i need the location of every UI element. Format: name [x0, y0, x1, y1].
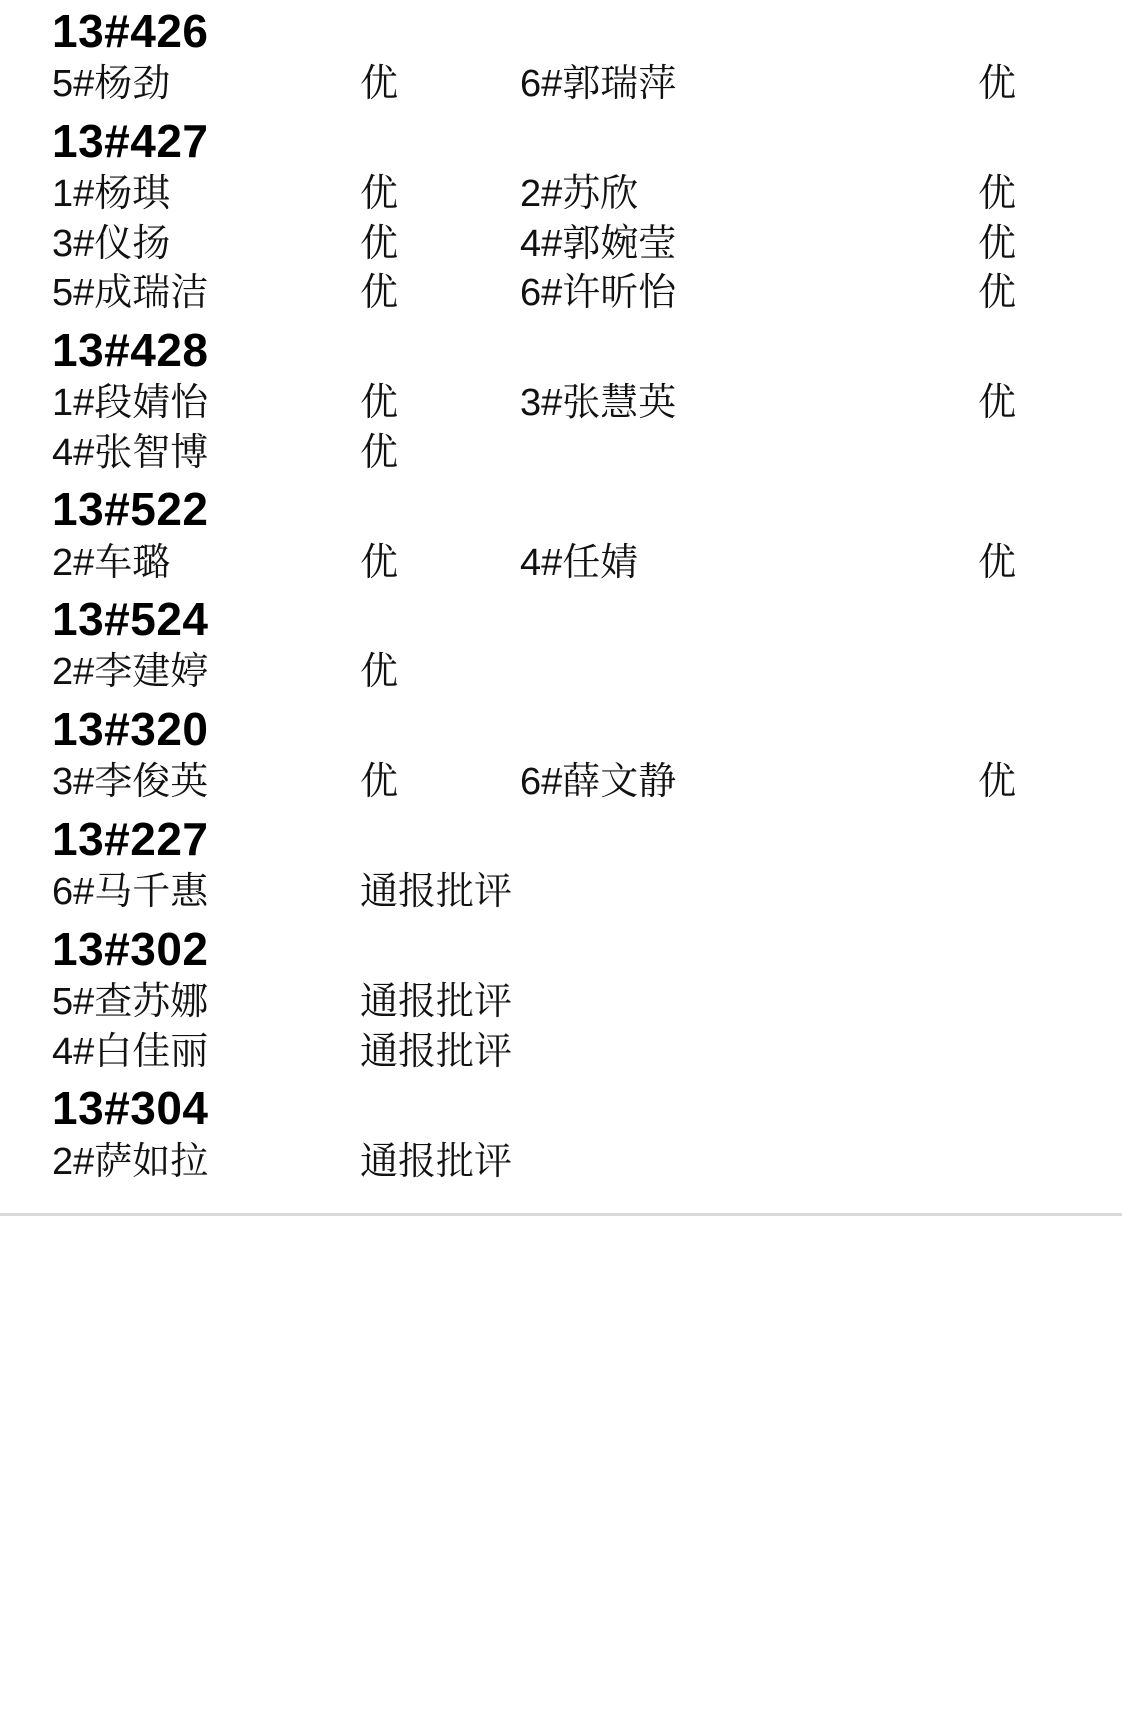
room-entries [0, 758, 1122, 808]
person-name-left: 5#成瑞洁 [52, 272, 209, 315]
entry-row [0, 758, 1122, 808]
room-group [0, 478, 1122, 588]
room-group [0, 918, 1122, 1077]
entry-row [0, 60, 1122, 110]
entry-row [0, 868, 1122, 918]
rating-left: 优 [360, 761, 399, 804]
entry-row [0, 429, 1122, 479]
entry-row [0, 220, 1122, 270]
room-entries [0, 539, 1122, 589]
person-name-right: 3#张慧英 [520, 382, 677, 425]
rating-left: 优 [360, 272, 399, 315]
room-entries [0, 648, 1122, 698]
rating-right: 优 [978, 541, 1017, 584]
rating-left: 优 [360, 222, 399, 265]
rating-left: 优 [360, 651, 399, 694]
rating-left: 通报批评 [360, 871, 513, 914]
person-name-left: 2#萨如拉 [52, 1140, 209, 1183]
room-number: 13#304 [52, 1082, 209, 1135]
rating-left: 通报批评 [360, 981, 513, 1024]
room-entries [0, 1138, 1122, 1188]
person-name-left: 1#杨琪 [52, 173, 171, 216]
person-name-left: 3#李俊英 [52, 761, 209, 804]
rating-left: 优 [360, 431, 399, 474]
rating-right: 优 [978, 382, 1017, 425]
entry-row [0, 170, 1122, 220]
person-name-right: 6#许昕怡 [520, 272, 677, 315]
person-name-left: 5#查苏娜 [52, 981, 209, 1024]
person-name-right: 6#薛文静 [520, 761, 677, 804]
entry-row [0, 379, 1122, 429]
room-group [0, 0, 1122, 110]
rating-left: 优 [360, 382, 399, 425]
person-name-left: 5#杨劲 [52, 63, 171, 106]
rating-right: 优 [978, 272, 1017, 315]
room-number: 13#302 [52, 922, 209, 975]
room-entries [0, 978, 1122, 1077]
entry-row [0, 648, 1122, 698]
person-name-right: 4#郭婉莹 [520, 222, 677, 265]
rating-left: 通报批评 [360, 1030, 513, 1073]
rating-right: 优 [978, 222, 1017, 265]
rating-right: 优 [978, 761, 1017, 804]
person-name-left: 4#张智博 [52, 431, 209, 474]
rating-left: 通报批评 [360, 1140, 513, 1183]
room-group [0, 698, 1122, 808]
person-name-left: 1#段婧怡 [52, 382, 209, 425]
entry-row [0, 269, 1122, 319]
bottom-divider [0, 1213, 1122, 1216]
room-entries [0, 60, 1122, 110]
room-number: 13#427 [52, 114, 209, 167]
room-entries [0, 868, 1122, 918]
room-group [0, 1077, 1122, 1187]
person-name-left: 6#马千惠 [52, 871, 209, 914]
entry-row [0, 539, 1122, 589]
entry-row [0, 1028, 1122, 1078]
entry-row [0, 1138, 1122, 1188]
room-number: 13#426 [52, 5, 209, 57]
person-name-left: 2#车璐 [52, 541, 171, 584]
person-name-left: 3#仪扬 [52, 222, 171, 265]
room-number: 13#320 [52, 703, 209, 756]
room-entries [0, 170, 1122, 319]
rating-right: 优 [978, 173, 1017, 216]
room-number: 13#227 [52, 812, 209, 865]
rating-right: 优 [978, 63, 1017, 106]
rating-left: 优 [360, 173, 399, 216]
room-group [0, 808, 1122, 918]
person-name-right: 4#任婧 [520, 541, 639, 584]
room-number: 13#522 [52, 483, 209, 536]
entry-row [0, 978, 1122, 1028]
rating-left: 优 [360, 63, 399, 106]
room-entries [0, 379, 1122, 478]
rating-left: 优 [360, 541, 399, 584]
room-group [0, 588, 1122, 698]
room-group [0, 319, 1122, 478]
room-group [0, 110, 1122, 319]
person-name-left: 2#李建婷 [52, 651, 209, 694]
room-number: 13#524 [52, 593, 209, 646]
person-name-right: 6#郭瑞萍 [520, 63, 677, 106]
room-number: 13#428 [52, 323, 209, 376]
person-name-left: 4#白佳丽 [52, 1030, 209, 1073]
person-name-right: 2#苏欣 [520, 173, 639, 216]
